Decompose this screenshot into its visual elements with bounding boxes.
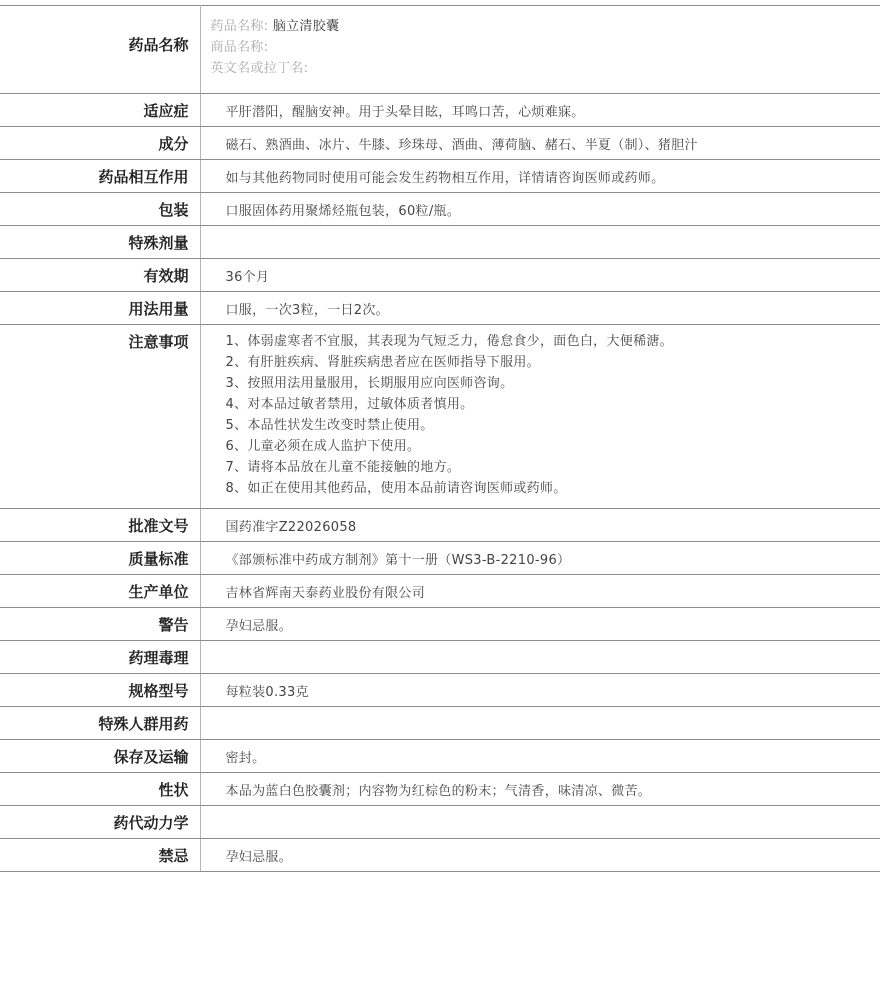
specification-value: 每粒装0.33克 — [200, 674, 880, 707]
special-population-row — [0, 707, 880, 740]
precaution-item: 6、儿童必须在成人监护下使用。 — [225, 439, 421, 454]
pharmacology-label: 药理毒理 — [0, 641, 200, 674]
interactions-row — [0, 160, 880, 193]
ingredients-value: 磁石、熟酒曲、冰片、牛膝、珍珠母、酒曲、薄荷脑、赭石、半夏（制）、猪胆汁 — [200, 127, 880, 160]
shelf-life-row — [0, 259, 880, 292]
contraindications-label: 禁忌 — [0, 839, 200, 872]
manufacturer-value: 吉林省辉南天泰药业股份有限公司 — [200, 575, 880, 608]
trade-name-key: 商品名称: — [210, 40, 269, 55]
specification-label: 规格型号 — [0, 674, 200, 707]
precaution-item: 5、本品性状发生改变时禁止使用。 — [225, 418, 434, 433]
quality-standard-row — [0, 542, 880, 575]
packaging-label: 包装 — [0, 193, 200, 226]
approval-number-label: 批准文号 — [0, 509, 200, 542]
appearance-label: 性状 — [0, 773, 200, 806]
indication-row — [0, 94, 880, 127]
warning-value: 孕妇忌服。 — [200, 608, 880, 641]
packaging-value: 口服固体药用聚烯烃瓶包装，60粒/瓶。 — [200, 193, 880, 226]
precaution-item: 1、体弱虚寒者不宜服，其表现为气短乏力，倦怠食少，面色白，大便稀溏。 — [225, 334, 673, 349]
pharmacokinetics-label: 药代动力学 — [0, 806, 200, 839]
precautions-label: 注意事项 — [0, 325, 200, 509]
special-dosage-row — [0, 226, 880, 259]
specification-row — [0, 674, 880, 707]
interactions-value: 如与其他药物同时使用可能会发生药物相互作用，详情请咨询医师或药师。 — [200, 160, 880, 193]
warning-row — [0, 608, 880, 641]
manufacturer-label: 生产单位 — [0, 575, 200, 608]
storage-value: 密封。 — [200, 740, 880, 773]
ingredients-row — [0, 127, 880, 160]
storage-row — [0, 740, 880, 773]
drug-name-values — [200, 6, 880, 94]
quality-standard-label: 质量标准 — [0, 542, 200, 575]
dosage-row — [0, 292, 880, 325]
precaution-item: 7、请将本品放在儿童不能接触的地方。 — [225, 460, 461, 475]
drug-name-label: 药品名称 — [0, 6, 200, 94]
dosage-value: 口服，一次3粒，一日2次。 — [200, 292, 880, 325]
special-dosage-value — [200, 226, 880, 259]
shelf-life-value: 36个月 — [200, 259, 880, 292]
contraindications-value: 孕妇忌服。 — [200, 839, 880, 872]
appearance-row — [0, 773, 880, 806]
contraindications-row — [0, 839, 880, 872]
special-population-value — [200, 707, 880, 740]
packaging-row — [0, 193, 880, 226]
generic-name-key: 药品名称: — [210, 19, 269, 34]
precaution-item: 2、有肝脏疾病、肾脏疾病患者应在医师指导下服用。 — [225, 355, 540, 370]
drug-name-row — [0, 6, 880, 94]
interactions-label: 药品相互作用 — [0, 160, 200, 193]
drug-info-table — [0, 5, 880, 872]
warning-label: 警告 — [0, 608, 200, 641]
english-name-key: 英文名或拉丁名: — [210, 61, 309, 76]
precautions-list — [200, 325, 880, 509]
indication-value: 平肝潜阳，醒脑安神。用于头晕目眩，耳鸣口苦，心烦难寐。 — [200, 94, 880, 127]
precaution-item: 4、对本品过敏者禁用，过敏体质者慎用。 — [225, 397, 474, 412]
manufacturer-row — [0, 575, 880, 608]
precaution-item: 3、按照用法用量服用，长期服用应向医师咨询。 — [225, 376, 514, 391]
trade-name-line — [211, 37, 880, 58]
appearance-value: 本品为蓝白色胶囊剂；内容物为红棕色的粉末；气清香，味清凉、微苦。 — [200, 773, 880, 806]
pharmacokinetics-value — [200, 806, 880, 839]
special-dosage-label: 特殊剂量 — [0, 226, 200, 259]
pharmacology-value — [200, 641, 880, 674]
generic-name-value: 脑立清胶囊 — [272, 19, 340, 34]
english-name-line — [211, 58, 880, 79]
precautions-row — [0, 325, 880, 509]
ingredients-label: 成分 — [0, 127, 200, 160]
storage-label: 保存及运输 — [0, 740, 200, 773]
indication-label: 适应症 — [0, 94, 200, 127]
dosage-label: 用法用量 — [0, 292, 200, 325]
pharmacokinetics-row — [0, 806, 880, 839]
quality-standard-value: 《部颁标准中药成方制剂》第十一册（WS3-B-2210-96） — [200, 542, 880, 575]
approval-number-row — [0, 509, 880, 542]
generic-name-line — [211, 16, 880, 37]
precaution-item: 8、如正在使用其他药品，使用本品前请咨询医师或药师。 — [225, 481, 567, 496]
special-population-label: 特殊人群用药 — [0, 707, 200, 740]
approval-number-value: 国药准字Z22026058 — [200, 509, 880, 542]
shelf-life-label: 有效期 — [0, 259, 200, 292]
pharmacology-row — [0, 641, 880, 674]
